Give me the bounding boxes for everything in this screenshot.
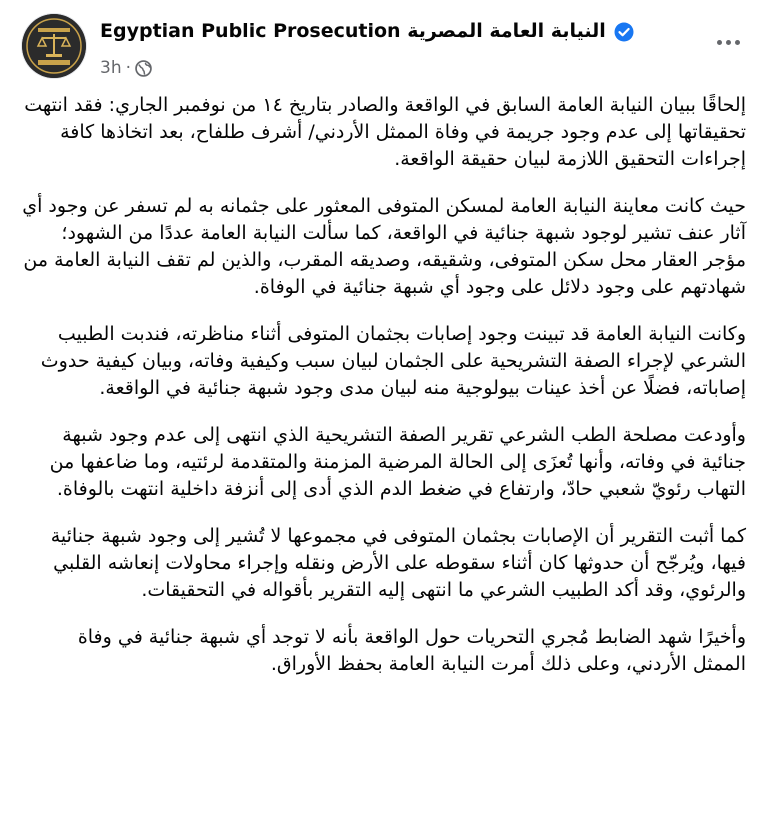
meta-separator: · <box>125 58 131 78</box>
post-meta <box>100 58 152 78</box>
globe-icon[interactable] <box>135 60 152 77</box>
post-paragraph: حيث كانت معاينة النيابة العامة لمسكن المتوفى المعثور على جثمانه به لم تسفر عن وجود أي آثار عنف تشير لوجود شبهة جنائية في الواقعة، كما سألت النيابة العامة عددًا من الشهود؛ مؤجر العقار محل سكن المتوفى، وشقيقه، وصديقه المقرب، والذين لم تقف النيابة العامة من شهادتهم على وجود دلائل على وجود أي شبهة جنائية في الوفاة. <box>22 195 746 298</box>
post-paragraph: وكانت النيابة العامة قد تبينت وجود إصابات بجثمان المتوفى أثناء مناظرته، فندبت الطبيب الشرعي لإجراء الصفة التشريحية على الجثمان لبيان سبب وكيفية وفاته، وبيان كيفية حدوث إصاباته، فضلًا عن أخذ عينات بيولوجية منه لبيان مدى وجود شبهة جنائية في الواقعة. <box>40 323 746 399</box>
page-name[interactable]: Egyptian Public Prosecution النيابة العامة المصرية <box>100 20 606 42</box>
post-paragraph: وأخيرًا شهد الضابط مُجري التحريات حول الواقعة بأنه لا توجد أي شبهة جنائية في وفاة الممثل الأردني، وعلى ذلك أمرت النيابة العامة بحفظ الأوراق. <box>77 626 746 675</box>
verified-badge-icon <box>614 22 634 42</box>
page-avatar[interactable] <box>22 14 86 78</box>
post-paragraph: إلحاقًا ببيان النيابة العامة السابق في الواقعة والصادر بتاريخ ١٤ من نوفمبر الجاري: فقد انتهت تحقيقاتها إلى عدم وجود جريمة في وفاة الممثل الأردني/ أشرف طلفاح، بعد اتخاذها كافة إجراءات التحقيق اللازمة لبيان حقيقة الواقعة. <box>24 94 746 170</box>
post-body <box>22 92 746 698</box>
prosecution-logo <box>22 14 86 78</box>
post-timestamp[interactable]: 3h <box>100 58 122 78</box>
post-header <box>22 14 746 84</box>
post-paragraph: وأودعت مصلحة الطب الشرعي تقرير الصفة التشريحية الذي انتهى إلى عدم وجود شبهة جنائية في وفاته، وأنها تُعزَى إلى الحالة المرضية المزمنة والمتقدمة لرئتيه، وما ضاعفها من التهاب رئويّ شعبي حادّ، وارتفاع في ضغط الدم الذي أدى إلى أنزفة داخلية انتهت بالوفاة. <box>49 424 746 500</box>
post-paragraph: كما أثبت التقرير أن الإصابات بجثمان المتوفى في مجموعها لا تُشير إلى وجود شبهة جنائية فيها، ويُرجّح أن حدوثها كان أثناء سقوطه على الأرض ونقله وإجراء محاولات إنعاشه القلبي والرئوي، وقد أكد الطبيب الشرعي ما انتهى إليه التقرير بأقواله في التحقيقات. <box>50 525 746 601</box>
more-options-icon[interactable] <box>710 32 746 52</box>
